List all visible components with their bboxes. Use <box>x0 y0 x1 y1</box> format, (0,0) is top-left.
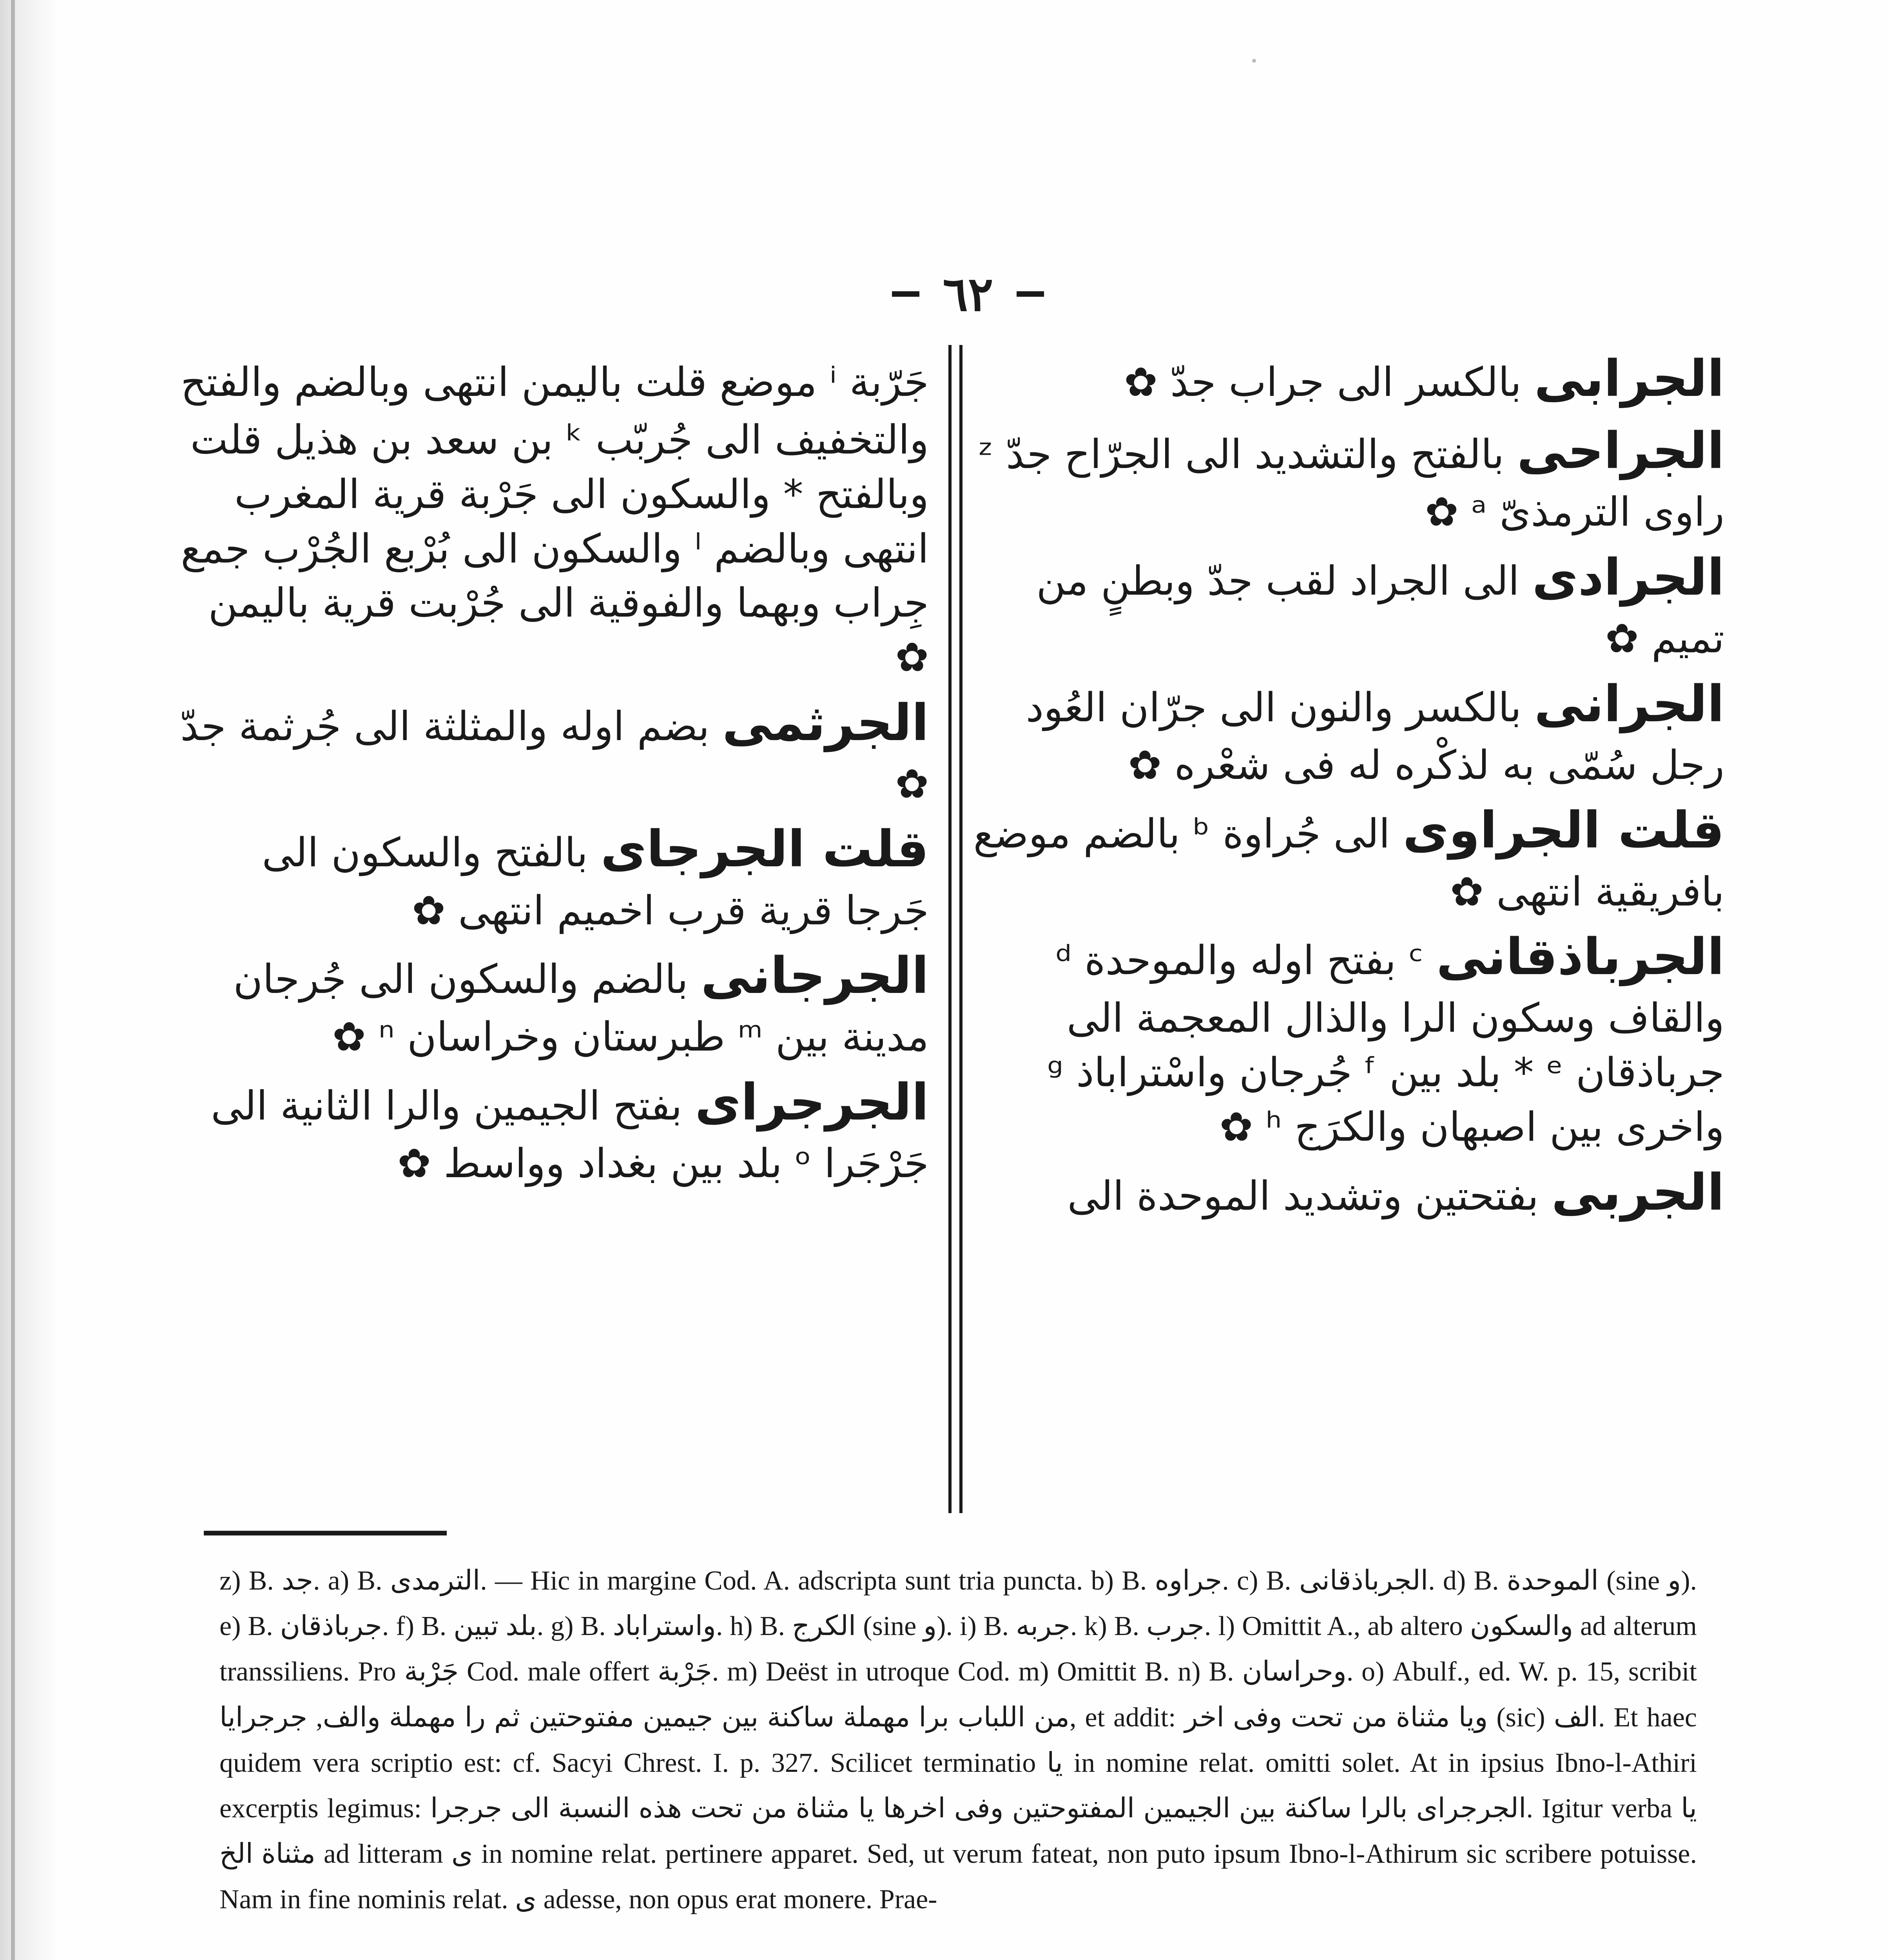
footnote-rule <box>204 1531 447 1535</box>
column-divider <box>948 345 963 1513</box>
entry <box>972 417 1724 540</box>
binding-shadow <box>0 0 59 1960</box>
header-dash-right <box>1017 291 1044 297</box>
header-dash-left <box>892 291 919 297</box>
entry-head: الجرانى <box>1534 675 1724 733</box>
right-column <box>972 345 1724 1513</box>
entry-text: بالكسر الى جراب جدّ ✿ <box>1124 359 1522 406</box>
entry-head: الجرجانى <box>701 947 929 1005</box>
binding-edge-line <box>11 0 15 1960</box>
entry <box>972 1159 1724 1227</box>
left-column <box>180 345 929 1513</box>
entry-text: بفتح الجيمين والرا الثانية الى جَرْجَرا ᵒ بلد بين بغداد وواسط ✿ <box>211 1083 929 1187</box>
entry-text: بالكسر والنون الى جرّان العُود رجل سُمّى به لذكْره له فى شعْره ✿ <box>1026 684 1724 789</box>
entry-text: بفتحتين وتشديد الموحدة الى <box>1067 1172 1539 1220</box>
entry-text: الى الجراد لقب جدّ وبطنٍ من تميم ✿ <box>1036 557 1724 662</box>
entry-head: الجرجراى <box>695 1073 929 1132</box>
entry-text: ᶜ بفتح اوله والموحدة ᵈ والقاف وسكون الرا والذال المعجمة الى جرباذقان ᵉ * بلد بين ᶠ جُرجان واسْتراباذ ᵍ واخرى بين اصبهان والكرَج ʰ ✿ <box>1047 937 1724 1151</box>
entry-head: قلت الجرجاى <box>600 820 929 879</box>
entry-head: الجربى <box>1551 1163 1724 1222</box>
entry-text: بالضم والسكون الى جُرجان مدينة بين ᵐ طبرستان وخراسان ⁿ ✿ <box>233 956 929 1061</box>
entry <box>180 1069 929 1191</box>
entry-head: الجرباذقانى <box>1436 928 1724 987</box>
entry-head: الجرثمى <box>722 693 929 752</box>
entry <box>972 923 1724 1154</box>
entry-text: الى جُراوة ᵇ بالضم موضع بافريقية انتهى ✿ <box>973 811 1724 915</box>
entry <box>180 689 929 812</box>
entry-head: الجرادى <box>1532 548 1724 607</box>
entry <box>180 345 929 685</box>
text-columns <box>180 345 1724 1513</box>
page-number: ٦٢ <box>943 266 993 322</box>
entry <box>180 815 929 938</box>
footnote-text: z) B. جد. a) B. الترمدى. — Hic in margine Cod. A. adscripta sunt tria puncta. b) B. جراوه. c) B. الجرباذقانى. d) B. الموحدة (sine و). e) B. جرباذقان. f) B. بلد تبين. g) B. واستراباد. h) B. الكرج (sine و). i) B. جربه. k) B. جرب. l) Omittit A., ab altero والسكون ad alterum transsiliens. Pro جَرْبة Cod. male offert جَرْبة. m) Deëst in utroque Cod. m) Omittit B. n) B. وحراسان. o) Abulf., ed. W. p. 15, scribit من اللباب برا مهملة ساكنة بين جيمين مفتوحتين ثم را مهملة والف, جرجرايا, et addit: ويا مثناة من تحت وفى اخر (sic) الف. Et haec quidem vera scriptio est: cf. Sacyi Chrest. I. p. 327. Scilicet terminatio يا in nomine relat. omitti solet. At in ipsius Ibno-l-Athiri excerptis legimus: الجرجراى بالرا ساكنة بين الجيمين المفتوحتين وفى اخرها يا مثناة من تحت هذه النسبة الى جرجرا. Igitur verba يا مثناة الخ ad litteram ى in nomine relat. pertinere apparet. Sed, ut verum fateat, non puto ipsum Ibno-l-Athirum sic scribere potuisse. Nam in fine nominis relat. ى adesse, non opus erat monere. Prae- <box>219 1566 1697 1915</box>
entry-head: الجرابى <box>1534 350 1724 408</box>
scan-speck <box>1252 59 1256 63</box>
entry-text: جَرّبة ⁱ موضع قلت باليمن انتهى وبالضم والفتح والتخفيف الى جُربّب ᵏ بن سعد بن هذيل قلت وبالفتح * والسكون الى جَرْبة قرية المغرب انتهى وبالضم ˡ والسكون الى بُرْبع الجُرْب جمع جِراب وبهما والفوقية الى جُرْبت قرية باليمن ✿ <box>180 359 929 681</box>
entry-text: بالفتح والتشديد الى الجرّاح جدّ ᶻ راوى الترمذىّ ᵃ ✿ <box>979 431 1724 536</box>
entry <box>972 345 1724 413</box>
entry-head: قلت الجراوى <box>1403 801 1724 860</box>
entry <box>972 797 1724 919</box>
page-header <box>878 259 1058 329</box>
entry <box>972 544 1724 666</box>
entry-text: بضم اوله والمثلثة الى جُرثمة جدّ ✿ <box>180 703 929 808</box>
entry-text: بالفتح والسكون الى جَرجا قرية قرب اخميم انتهى ✿ <box>262 829 929 934</box>
entry-head: الجراحى <box>1517 422 1724 481</box>
entry <box>972 670 1724 793</box>
footnotes <box>219 1558 1697 1960</box>
entry <box>180 942 929 1065</box>
